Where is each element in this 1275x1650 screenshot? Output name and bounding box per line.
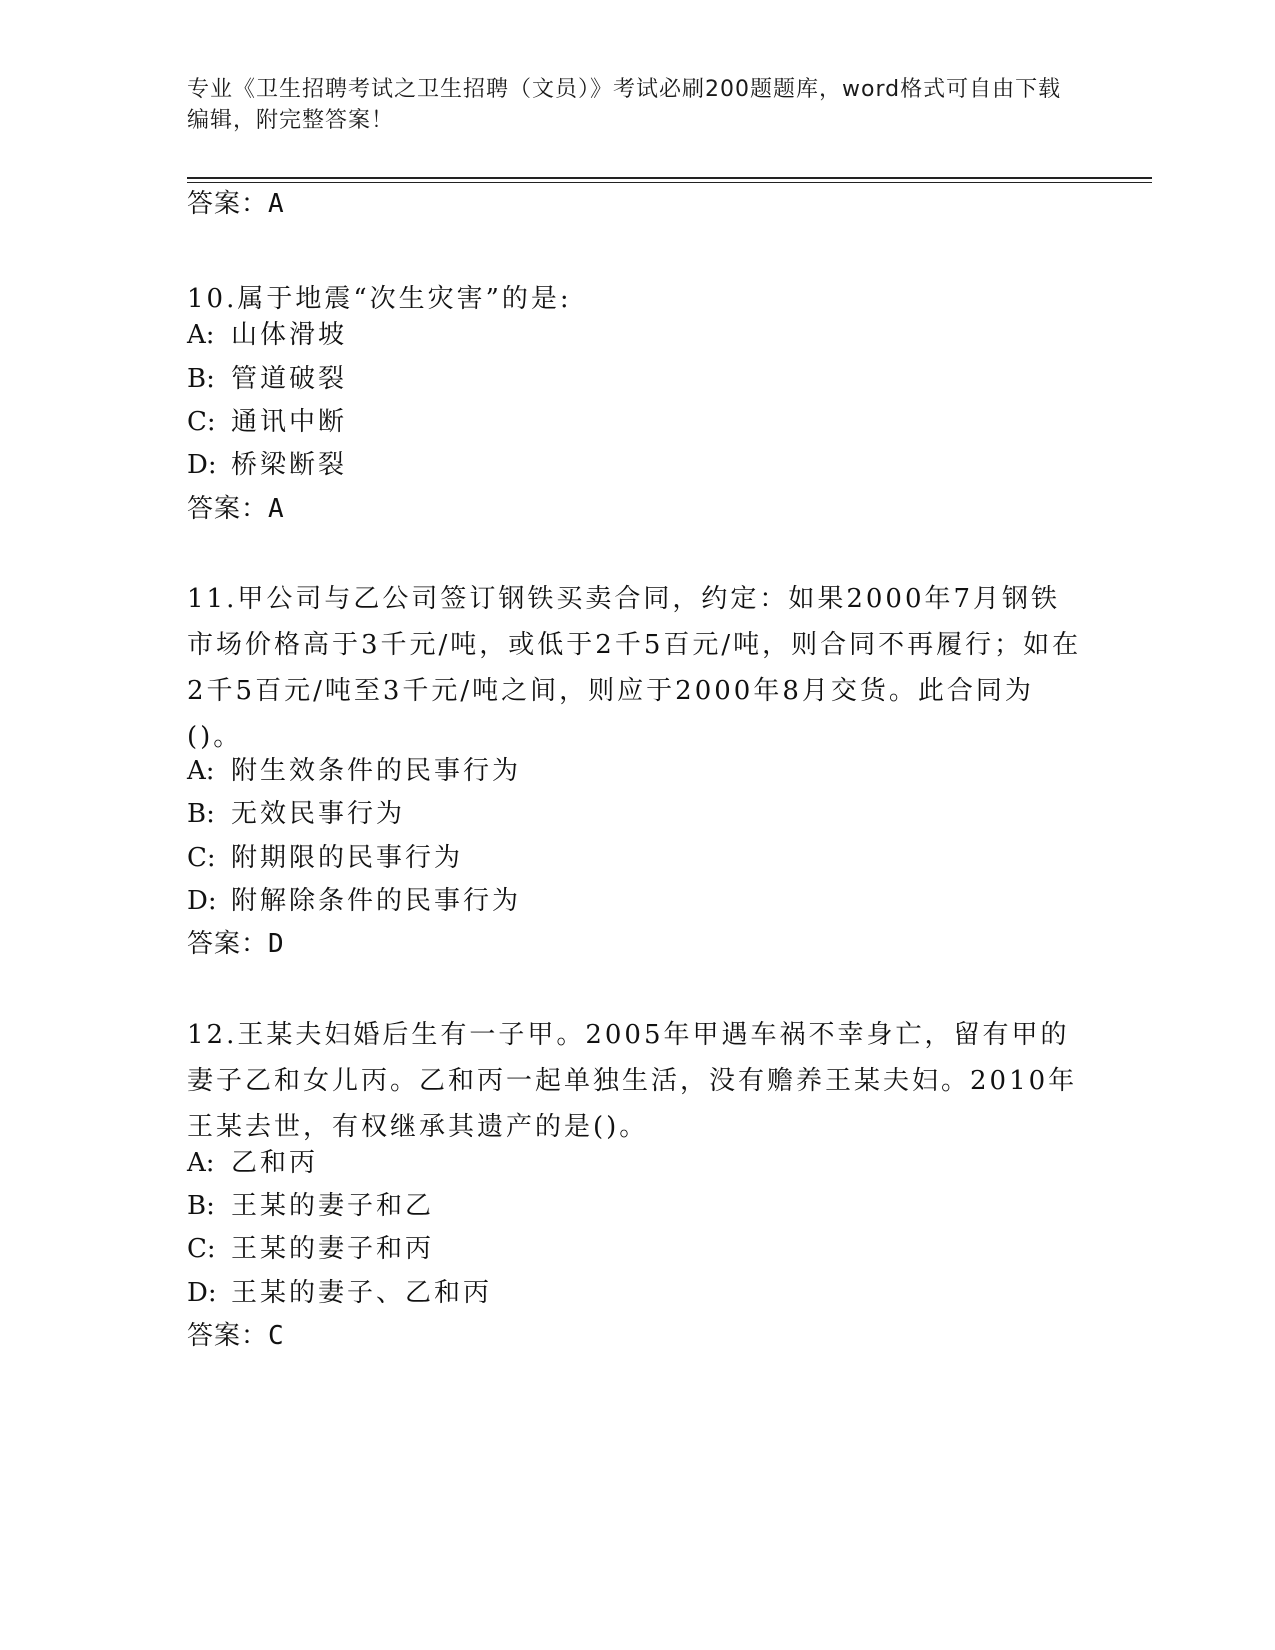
option-d: [187, 1277, 492, 1309]
option-text: 王某的妻子和乙: [231, 1191, 435, 1221]
answer-value: D: [268, 929, 285, 959]
option-letter: B:: [187, 799, 215, 829]
option-text: 王某的妻子和丙: [231, 1234, 435, 1264]
option-letter: D:: [187, 450, 217, 480]
option-letter: D:: [187, 1278, 217, 1308]
option-letter: C:: [187, 843, 216, 873]
answer-value: A: [268, 189, 285, 219]
option-letter: B:: [187, 1191, 215, 1221]
option-c: [187, 842, 463, 874]
option-text: 无效民事行为: [231, 799, 406, 829]
option-d: [187, 885, 521, 917]
option-a: [187, 319, 347, 351]
option-text: 王某的妻子、乙和丙: [231, 1278, 493, 1308]
header-divider-thick: [187, 177, 1152, 179]
option-d: [187, 449, 347, 481]
option-text: 山体滑坡: [231, 320, 348, 350]
option-text: 通讯中断: [231, 407, 348, 437]
option-a: [187, 1147, 318, 1179]
option-text: 管道破裂: [231, 364, 348, 394]
option-letter: C:: [187, 407, 216, 437]
option-text: 桥梁断裂: [231, 450, 348, 480]
answer-line: [187, 928, 285, 960]
option-text: 乙和丙: [231, 1148, 319, 1178]
answer-line: [187, 493, 285, 525]
question-11: 11.甲公司与乙公司签订钢铁买卖合同，约定：如果2000年7月钢铁市场价格高于3千元/吨，或低于2千5百元/吨，则合同不再履行；如在2千5百元/吨至3千元/吨之间，则应于2000年8月交货。此合同为()。: [187, 584, 1082, 752]
answer-line: [187, 1320, 285, 1352]
option-letter: A:: [187, 1148, 215, 1178]
answer-value: C: [268, 1321, 285, 1351]
option-text: 附解除条件的民事行为: [231, 886, 522, 916]
option-b: [187, 1190, 434, 1222]
answer-label: 答案：: [187, 189, 269, 219]
option-letter: A:: [187, 756, 215, 786]
option-b: [187, 798, 405, 830]
question-10: 10.属于地震“次生灾害”的是:: [187, 284, 572, 314]
option-letter: D:: [187, 886, 217, 916]
option-text: 附生效条件的民事行为: [231, 756, 522, 786]
answer-line: [187, 188, 285, 220]
header-divider-thin: [187, 182, 1152, 183]
option-c: [187, 1233, 434, 1265]
option-letter: C:: [187, 1234, 216, 1264]
answer-value: A: [268, 494, 285, 524]
answer-label: 答案：: [187, 929, 269, 959]
question-12: 12.王某夫妇婚后生有一子甲。2005年甲遇车祸不幸身亡，留有甲的妻子乙和女儿丙。乙和丙一起单独生活，没有赡养王某夫妇。2010年王某去世，有权继承其遗产的是()。: [187, 1020, 1078, 1142]
option-letter: B:: [187, 364, 215, 394]
option-a: [187, 755, 521, 787]
answer-label: 答案：: [187, 494, 269, 524]
answer-label: 答案：: [187, 1321, 269, 1351]
document-header: 专业《卫生招聘考试之卫生招聘（文员）》考试必刷200题题库，word格式可自由下载编辑，附完整答案！: [187, 77, 1062, 133]
option-b: [187, 363, 347, 395]
option-letter: A:: [187, 320, 215, 350]
option-c: [187, 406, 347, 438]
option-text: 附期限的民事行为: [231, 843, 464, 873]
